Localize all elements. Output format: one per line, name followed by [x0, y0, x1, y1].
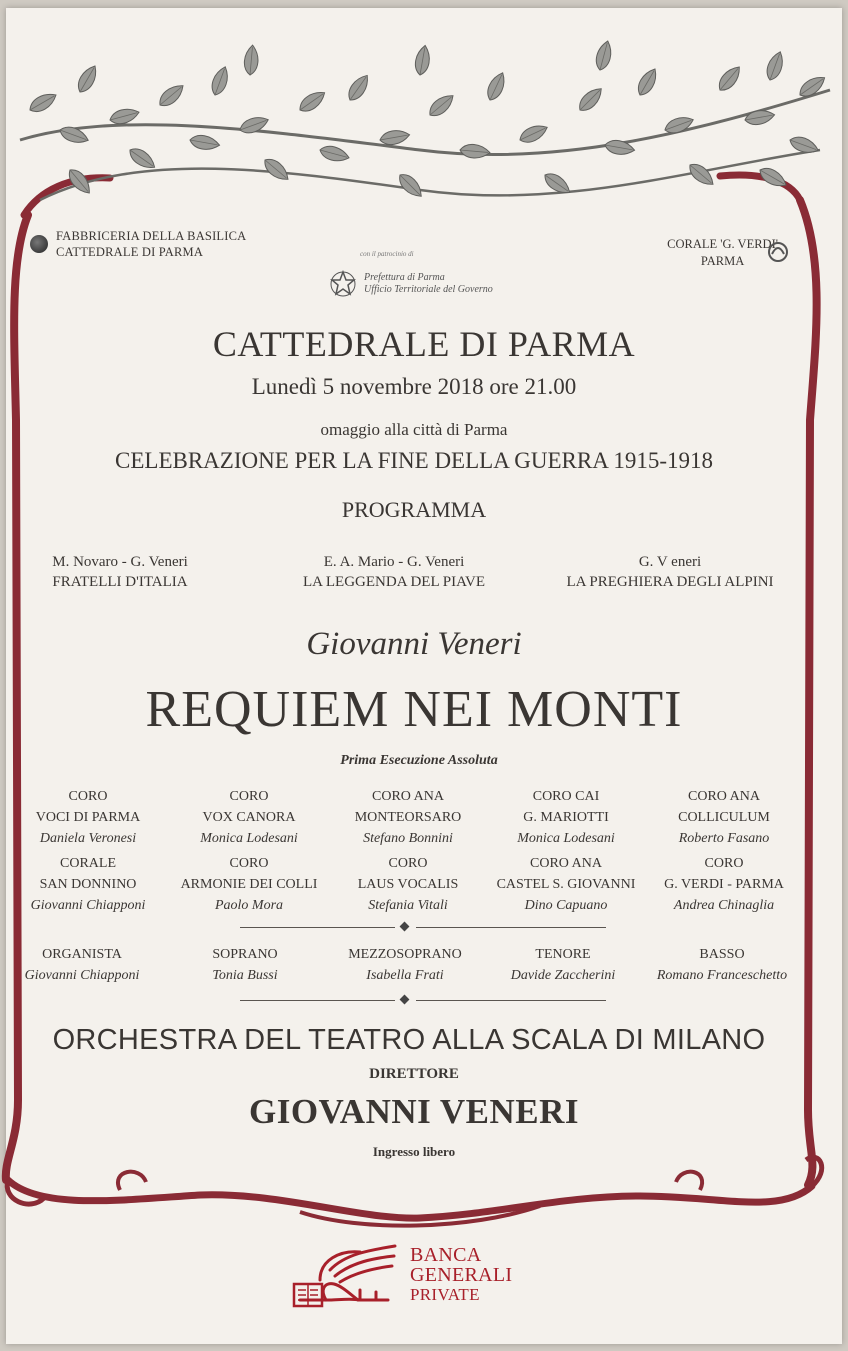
event-celebration: CELEBRAZIONE PER LA FINE DELLA GUERRA 1915-1918	[115, 448, 713, 473]
program-item	[20, 552, 220, 592]
program-authors: M. Novaro - G. Veneri	[52, 554, 188, 570]
fabbriceria-line1: FABBRICERIA DELLA BASILICA	[56, 229, 247, 243]
winged-lion-icon	[290, 1240, 400, 1310]
choir-director: Monica Lodesani	[517, 831, 615, 846]
choir-name: LAUS VOCALIS	[357, 877, 459, 892]
soloist-entry	[323, 944, 487, 986]
choir-director: Giovanni Chiapponi	[30, 898, 146, 913]
choir-director: Stefano Bonnini	[363, 831, 453, 846]
frame-bottom	[8, 1180, 812, 1218]
choir-director: Roberto Fasano	[678, 831, 770, 846]
soloist-role: BASSO	[699, 947, 745, 962]
choir-name: G. MARIOTTI	[523, 810, 609, 825]
program-title: FRATELLI D'ITALIA	[52, 574, 188, 590]
choir-entry	[642, 853, 806, 916]
choir-type: CORO	[388, 856, 428, 871]
choir-director: Dino Capuano	[524, 898, 608, 913]
choir-director: Stefania Vitali	[368, 898, 448, 913]
cathedral-emblem-icon	[30, 235, 48, 253]
choir-entry	[326, 786, 490, 849]
divider-line	[240, 1000, 395, 1001]
program-item	[274, 552, 514, 592]
soloist-name: Tonia Bussi	[212, 968, 278, 983]
premiere-note: Prima Esecuzione Assoluta	[340, 753, 498, 768]
soloist-name: Giovanni Chiapponi	[24, 968, 140, 983]
event-date: Lunedì 5 novembre 2018 ore 21.00	[251, 374, 577, 399]
event-tribute: omaggio alla città di Parma	[320, 420, 508, 439]
choir-entry	[484, 853, 648, 916]
soloist-entry	[163, 944, 327, 986]
soloist-role: SOPRANO	[212, 947, 278, 962]
main-composer: Giovanni Veneri	[306, 626, 522, 662]
soloist-entry	[640, 944, 804, 986]
corale-verdi-line1: CORALE 'G. VERDI'	[667, 237, 778, 251]
fabbriceria-logo	[30, 228, 246, 260]
choir-entry	[167, 853, 331, 916]
program-authors: E. A. Mario - G. Veneri	[323, 554, 465, 570]
divider-line	[240, 927, 395, 928]
divider-line	[416, 1000, 606, 1001]
soloist-role: MEZZOSOPRANO	[348, 947, 462, 962]
choir-name: SAN DONNINO	[39, 877, 137, 892]
program-authors: G. V eneri	[638, 554, 702, 570]
choir-director: Monica Lodesani	[200, 831, 298, 846]
choir-entry	[484, 786, 648, 849]
program-title: LA LEGGENDA DEL PIAVE	[302, 574, 486, 590]
program-title: LA PREGHIERA DEGLI ALPINI	[566, 574, 774, 590]
choir-director: Andrea Chinaglia	[673, 898, 775, 913]
corale-verdi-line2: PARMA	[700, 254, 745, 268]
program-item	[536, 552, 804, 592]
choir-entry	[6, 853, 170, 916]
corale-emblem-icon	[766, 240, 790, 264]
choir-name: VOCI DI PARMA	[35, 810, 141, 825]
choir-type: CORO	[704, 856, 744, 871]
conductor-label: DIRETTORE	[369, 1066, 459, 1082]
soloist-entry	[481, 944, 645, 986]
patronage-note: con il patrocinio di	[360, 250, 414, 258]
soloist-entry	[0, 944, 164, 986]
choir-name: G. VERDI - PARMA	[664, 877, 784, 892]
prefettura-logo	[330, 270, 493, 298]
choir-type: CORO ANA	[530, 856, 602, 871]
choir-entry	[326, 853, 490, 916]
choir-name: CASTEL S. GIOVANNI	[496, 877, 636, 892]
choir-name: MONTEORSARO	[354, 810, 462, 825]
venue-title: CATTEDRALE DI PARMA	[212, 324, 636, 364]
orchestra-name: ORCHESTRA DEL TEATRO ALLA SCALA DI MILANO	[52, 1024, 766, 1056]
corale-verdi-logo	[667, 236, 778, 270]
prefettura-line1: Prefettura di Parma	[364, 272, 445, 283]
program-heading: PROGRAMMA	[341, 497, 487, 522]
conductor-name: GIOVANNI VENERI	[248, 1092, 580, 1131]
choir-entry	[6, 786, 170, 849]
choir-type: CORO CAI	[532, 789, 600, 804]
choir-name: VOX CANORA	[202, 810, 296, 825]
choir-type: CORO ANA	[372, 789, 444, 804]
sponsor-line1: BANCA	[410, 1244, 482, 1266]
soloist-role: TENORE	[535, 947, 591, 962]
choir-director: Paolo Mora	[214, 898, 284, 913]
soloist-name: Isabella Frati	[366, 968, 444, 983]
choir-type: CORO	[68, 789, 108, 804]
main-work-title: REQUIEM NEI MONTI	[145, 681, 683, 738]
sponsor-logo	[290, 1240, 512, 1310]
choir-entry	[167, 786, 331, 849]
fabbriceria-line2: CATTEDRALE DI PARMA	[56, 245, 204, 259]
choir-type: CORO	[229, 856, 269, 871]
sponsor-line3: PRIVATE	[410, 1285, 480, 1304]
soloist-name: Davide Zaccherini	[510, 968, 616, 983]
laurel-garland	[20, 39, 830, 201]
choir-name: COLLICULUM	[678, 810, 770, 825]
soloist-role: ORGANISTA	[42, 947, 122, 962]
republic-emblem-icon	[330, 270, 356, 298]
admission-note: Ingresso libero	[372, 1144, 456, 1159]
choir-type: CORO	[229, 789, 269, 804]
choir-type: CORO ANA	[688, 789, 760, 804]
choir-name: ARMONIE DEI COLLI	[180, 877, 318, 892]
choir-type: CORALE	[60, 856, 116, 871]
choir-entry	[642, 786, 806, 849]
prefettura-line2: Ufficio Territoriale del Governo	[364, 284, 493, 295]
sponsor-line2: GENERALI	[410, 1264, 513, 1286]
soloist-name: Romano Franceschetto	[656, 968, 788, 983]
choir-director: Daniela Veronesi	[39, 831, 137, 846]
divider-line	[416, 927, 606, 928]
